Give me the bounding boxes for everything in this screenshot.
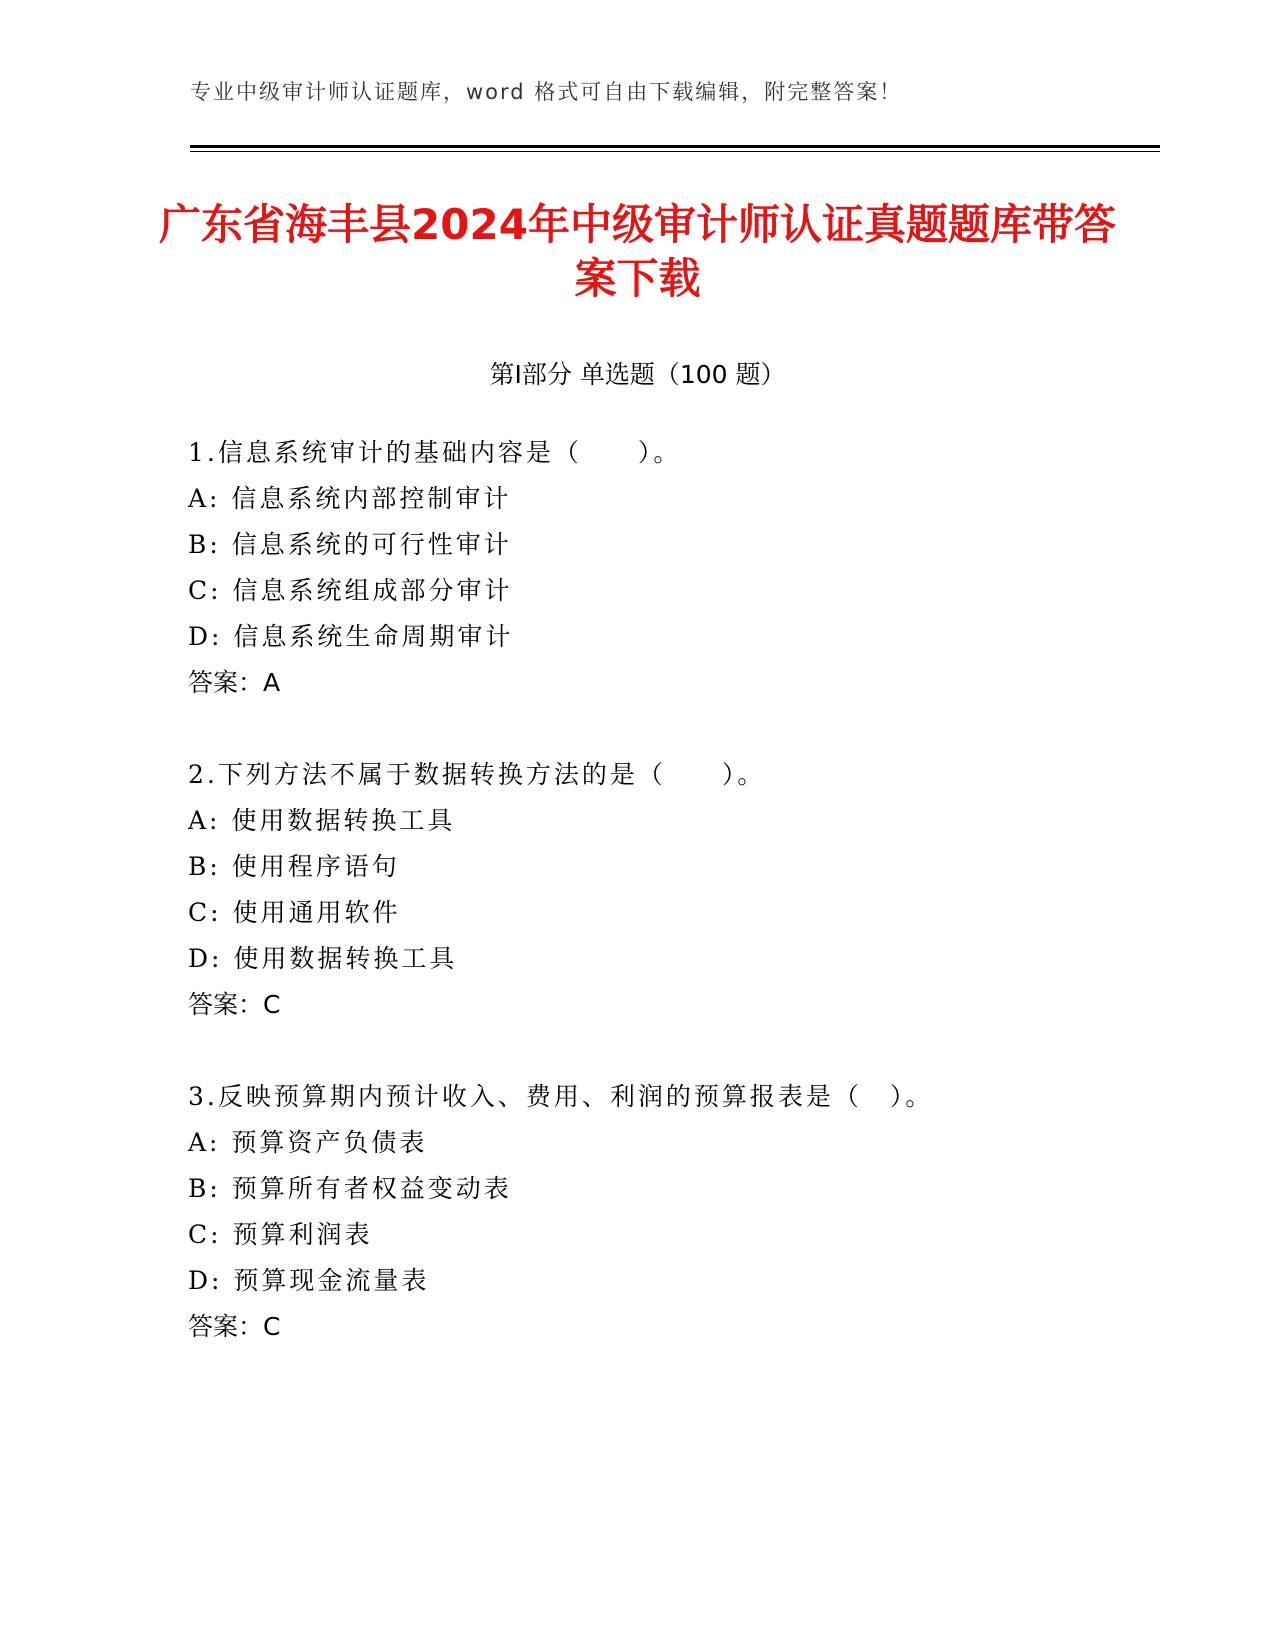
header-divider-thin xyxy=(190,151,1160,152)
answer: 答案：A xyxy=(188,668,281,697)
page-header-text: 专业中级审计师认证题库，word 格式可自由下载编辑，附完整答案！ xyxy=(190,80,903,104)
header-divider-thick xyxy=(190,145,1160,148)
option-a: A: 使用数据转换工具 xyxy=(188,806,456,835)
question-2 xyxy=(188,752,1188,1028)
option-a: A: 信息系统内部控制审计 xyxy=(188,484,512,513)
question-stem: 1.信息系统审计的基础内容是（ ）。 xyxy=(188,438,682,467)
option-b: B: 信息系统的可行性审计 xyxy=(188,530,512,559)
option-c: C: 预算利润表 xyxy=(188,1220,373,1249)
option-c: C: 信息系统组成部分审计 xyxy=(188,576,513,605)
option-d: D: 信息系统生命周期审计 xyxy=(188,622,514,651)
section-title: 第Ⅰ部分 单选题（100 题） xyxy=(489,360,786,389)
option-d: D: 预算现金流量表 xyxy=(188,1266,430,1295)
answer: 答案：C xyxy=(188,1312,281,1341)
question-3 xyxy=(188,1074,1188,1350)
question-stem: 3.反映预算期内预计收入、费用、利润的预算报表是（ ）。 xyxy=(188,1082,934,1111)
question-stem: 2.下列方法不属于数据转换方法的是（ ）。 xyxy=(188,760,766,789)
document-title: 广东省海丰县2024年中级审计师认证真题题库带答案下载 xyxy=(159,200,1116,303)
option-a: A: 预算资产负债表 xyxy=(188,1128,428,1157)
answer: 答案：C xyxy=(188,990,281,1019)
option-b: B: 预算所有者权益变动表 xyxy=(188,1174,512,1203)
question-1 xyxy=(188,430,1188,706)
option-b: B: 使用程序语句 xyxy=(188,852,400,881)
option-d: D: 使用数据转换工具 xyxy=(188,944,458,973)
option-c: C: 使用通用软件 xyxy=(188,898,401,927)
